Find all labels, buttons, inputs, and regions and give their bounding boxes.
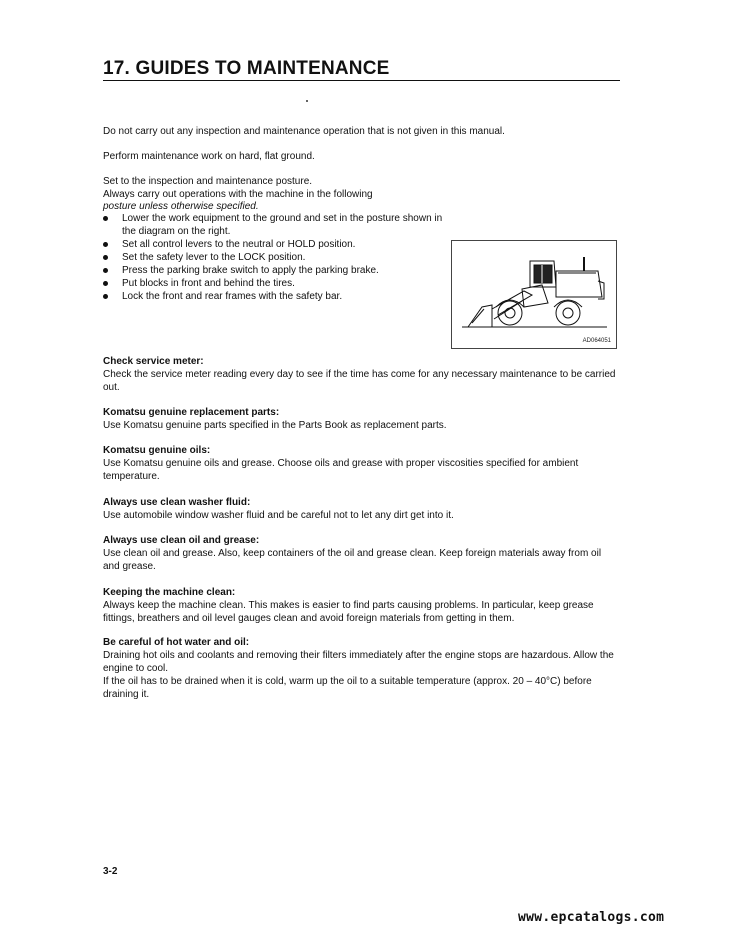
wheel-loader-illustration-icon [452,241,618,350]
section-body: Use Komatsu genuine parts specified in the Parts Book as replacement parts. [103,420,447,431]
intro-paragraph-3-line-2: Always carry out operations with the machine in the following [103,189,373,200]
section-body: Draining hot oils and coolants and removing their filters immediately after the engine stops are hazardous. Allow the engine to cool. [103,650,614,674]
section-heading: Komatsu genuine oils: [103,445,211,456]
maintenance-posture-figure [451,240,617,349]
intro-paragraph-3-line-3: posture unless otherwise specified. [103,201,259,212]
section-check-service-meter [103,355,619,394]
section-machine-clean [103,586,619,625]
section-body: Use clean oil and grease. Also, keep containers of the oil and grease clean. Keep foreign materials away from oil and grease. [103,548,602,572]
bullet-icon [103,255,108,260]
bullet-icon [103,281,108,286]
section-heading: Check service meter: [103,356,204,367]
section-hot-water-oil [103,636,619,701]
section-body: Check the service meter reading every day to see if the time has come for any necessary maintenance to be carried out. [103,369,616,393]
page-number: 3-2 [103,866,118,877]
list-item: Lower the work equipment to the ground and set in the posture shown in the diagram on the right. [103,212,453,238]
list-item: Lock the front and rear frames with the safety bar. [103,290,453,303]
stray-dot [306,100,308,102]
intro-paragraph-1: Do not carry out any inspection and maintenance operation that is not given in this manual. [103,126,505,137]
section-clean-oil-grease [103,534,619,573]
section-washer-fluid [103,496,619,522]
page-title: 17. GUIDES TO MAINTENANCE [103,58,620,81]
section-heading: Always use clean oil and grease: [103,535,260,546]
section-heading: Always use clean washer fluid: [103,497,251,508]
list-item: Set all control levers to the neutral or HOLD position. [103,238,453,251]
intro-paragraph-3-line-1: Set to the inspection and maintenance posture. [103,176,313,187]
watermark: www.epcatalogs.com [518,910,665,925]
list-item: Set the safety lever to the LOCK position. [103,251,453,264]
section-body: Use Komatsu genuine oils and grease. Choose oils and grease with proper viscosities specified for ambient temperature. [103,458,579,482]
section-genuine-parts [103,406,619,432]
section-heading: Komatsu genuine replacement parts: [103,407,280,418]
list-item: Put blocks in front and behind the tires. [103,277,453,290]
bullet-icon [103,242,108,247]
section-body: Use automobile window washer fluid and be careful not to let any dirt get into it. [103,510,454,521]
bullet-icon [103,216,108,221]
bullet-icon [103,294,108,299]
section-heading: Keeping the machine clean: [103,587,236,598]
list-item: Press the parking brake switch to apply the parking brake. [103,264,453,277]
bullet-icon [103,268,108,273]
figure-code: AD064051 [582,338,611,344]
section-heading: Be careful of hot water and oil: [103,637,250,648]
section-body: Always keep the machine clean. This makes is easier to find parts causing problems. In particular, keep grease fittings, breathers and oil level gauges clean and avoid foreign materials from getting in them. [103,600,594,624]
posture-bullet-list [103,212,453,303]
section-body-continued: If the oil has to be drained when it is cold, warm up the oil to a suitable temperature (approx. 20 – 40°C) before draining it. [103,676,592,700]
intro-paragraph-2: Perform maintenance work on hard, flat ground. [103,151,315,162]
section-genuine-oils [103,444,619,483]
